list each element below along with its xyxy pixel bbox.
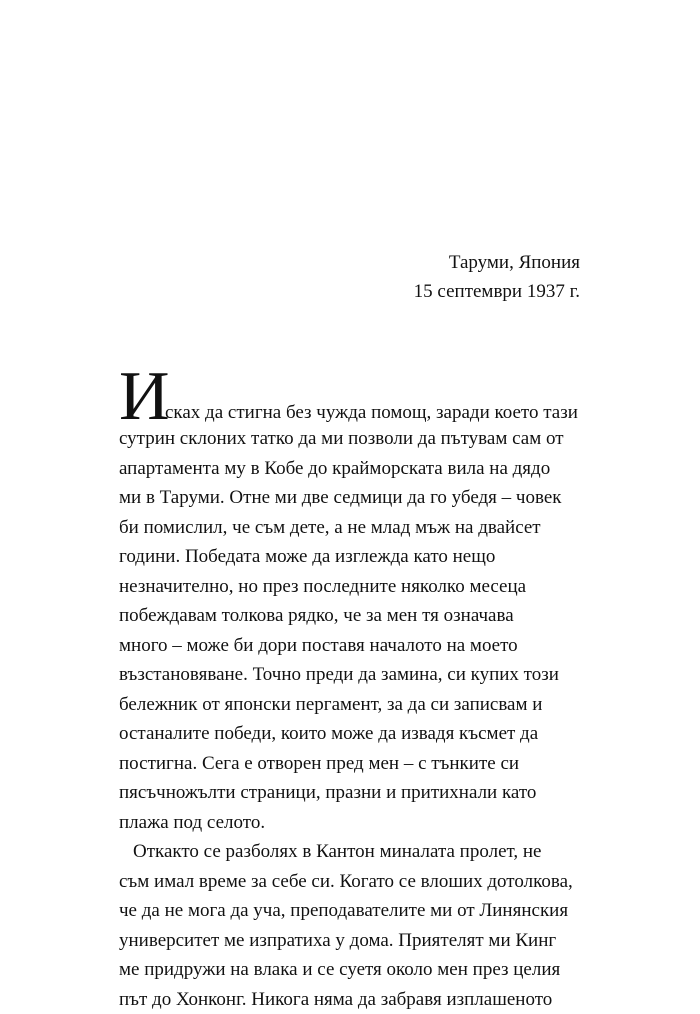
text-line: че да не мога да уча, преподавателите ми от Линянския (119, 896, 589, 926)
text-line: бележник от японски пергамент, за да си записвам и (119, 690, 589, 720)
text-line: Откакто се разболях в Кантон миналата пролет, не (119, 837, 589, 867)
text-line: път до Хонконг. Никога няма да забравя изплашеното (119, 985, 589, 1014)
text-line: ми в Таруми. Отне ми две седмици да го убедя – човек (119, 483, 589, 513)
dateline-date: 15 септември 1937 г. (414, 277, 580, 306)
text-line: плажа под селото. (119, 808, 589, 838)
text-line: останалите победи, които може да извадя късмет да (119, 719, 589, 749)
text-line: години. Победата може да изглежда като нещо (119, 542, 589, 572)
text-line: университет ме изпратиха у дома. Приятелят ми Кинг (119, 926, 589, 956)
opening-line-text: сках да стигна без чужда помощ, заради което тази (165, 398, 578, 428)
dateline-place: Таруми, Япония (414, 248, 580, 277)
text-line: съм имал време за себе си. Когато се влоших дотолкова, (119, 867, 589, 897)
text-line: много – може би дори поставя началото на моето (119, 631, 589, 661)
text-line: възстановяване. Точно преди да замина, си купих този (119, 660, 589, 690)
text-line: незначително, но през последните няколко месеца (119, 572, 589, 602)
body-text (119, 424, 589, 1014)
text-line: би помислил, че съм дете, а не млад мъж на двайсет (119, 513, 589, 543)
text-line: побеждавам толкова рядко, че за мен тя означава (119, 601, 589, 631)
text-line: ме придружи на влака и се суетя около мен през целия (119, 955, 589, 985)
opening-line (119, 362, 589, 432)
text-line: апартамента му в Кобе до крайморската вила на дядо (119, 454, 589, 484)
paragraph-2 (119, 837, 589, 1014)
text-line: пясъчножълти страници, празни и притихнали като (119, 778, 589, 808)
paragraph-1 (119, 424, 589, 837)
dateline (414, 248, 580, 306)
drop-cap: И (119, 362, 170, 432)
text-line: сутрин склоних татко да ми позволи да пътувам сам от (119, 424, 589, 454)
text-line: постигна. Сега е отворен пред мен – с тънките си (119, 749, 589, 779)
